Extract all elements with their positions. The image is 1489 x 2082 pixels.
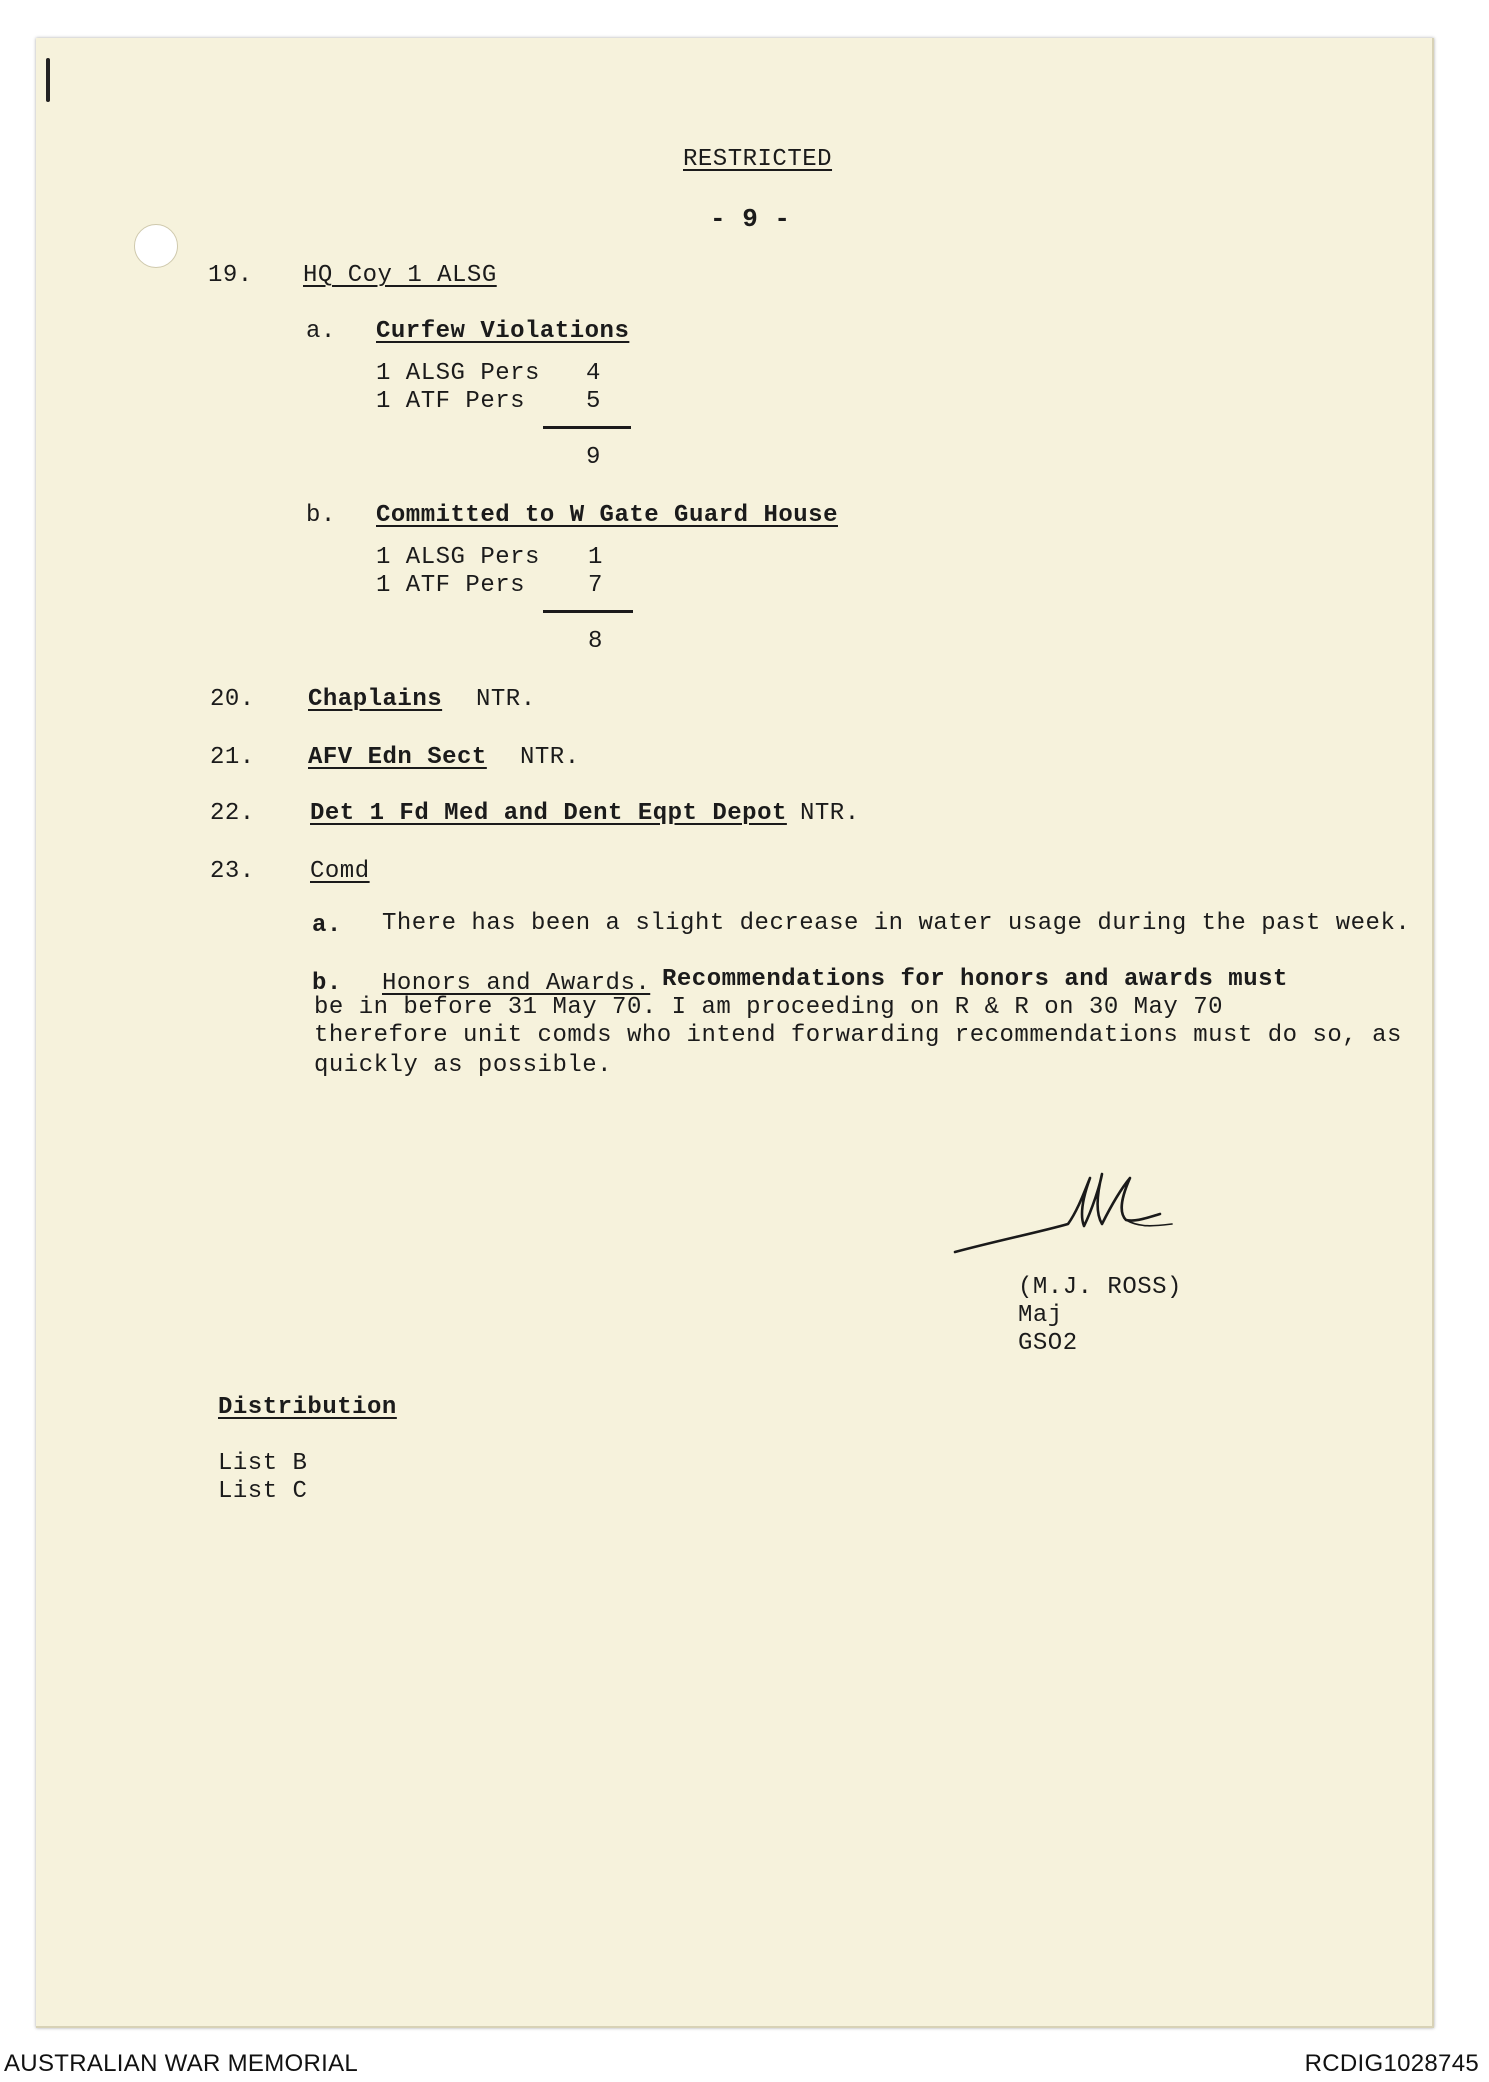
punch-hole [134,224,178,268]
item-19a-row-value: 4 [586,360,601,387]
item-19b-row-value: 7 [588,572,603,599]
signatory-name: (M.J. ROSS) [1018,1274,1182,1301]
item-19a-row-label: 1 ATF Pers [376,388,526,415]
item-19b-total: 8 [588,628,603,655]
item-23a-text: There has been a slight decrease in water usage during the past week. [382,910,1411,937]
item-19b-title: Committed to W Gate Guard House [376,502,838,529]
handwritten-signature [950,1140,1180,1260]
distribution-list-item: List B [218,1450,308,1477]
item-20-text: NTR. [476,686,536,713]
item-19-title: HQ Coy 1 ALSG [303,262,497,289]
item-19a-letter: a. [306,318,336,345]
item-21-text: NTR. [520,744,580,771]
item-22-number: 22. [210,800,255,827]
item-19b-letter: b. [306,502,336,529]
distribution-heading: Distribution [218,1394,397,1421]
item-19-number: 19. [208,262,253,289]
signatory-appointment: GSO2 [1018,1330,1078,1357]
archive-caption: AUSTRALIAN WAR MEMORIAL [4,2050,359,2077]
margin-mark [46,58,50,102]
item-19a-title: Curfew Violations [376,318,630,345]
item-19b-row-label: 1 ATF Pers [376,572,526,599]
item-23b-line: Recommendations for honors and awards must [662,966,1288,993]
signatory-rank: Maj [1018,1302,1063,1329]
item-23b-letter: b. [312,970,342,997]
item-23b-title: Honors and Awards. [382,970,651,997]
item-22-title: Det 1 Fd Med and Dent Eqpt Depot [310,800,787,827]
item-22-text: NTR. [800,800,860,827]
item-23b-line: therefore unit comds who intend forwarding recommendations must do so, as [314,1022,1402,1049]
item-20-title: Chaplains [308,686,443,713]
item-23a-letter: a. [312,912,342,939]
item-23b-line: be in before 31 May 70. I am proceeding on R & R on 30 May 70 [314,994,1224,1021]
item-23-number: 23. [210,858,255,885]
item-19b-row-value: 1 [588,544,603,571]
item-21-number: 21. [210,744,255,771]
item-19a-row-value: 5 [586,388,601,415]
distribution-list-item: List C [218,1478,308,1505]
total-rule [543,426,631,429]
item-19a-row-label: 1 ALSG Pers [376,360,540,387]
item-21-title: AFV Edn Sect [308,744,487,771]
classification-heading: RESTRICTED [683,146,833,173]
page-number: - 9 - [710,204,791,234]
total-rule [543,610,633,613]
archive-reference: RCDIG1028745 [1304,2050,1479,2077]
item-19a-total: 9 [586,444,601,471]
item-19b-row-label: 1 ALSG Pers [376,544,540,571]
item-23-title: Comd [310,858,370,885]
item-20-number: 20. [210,686,255,713]
item-23b-line: quickly as possible. [314,1052,613,1079]
